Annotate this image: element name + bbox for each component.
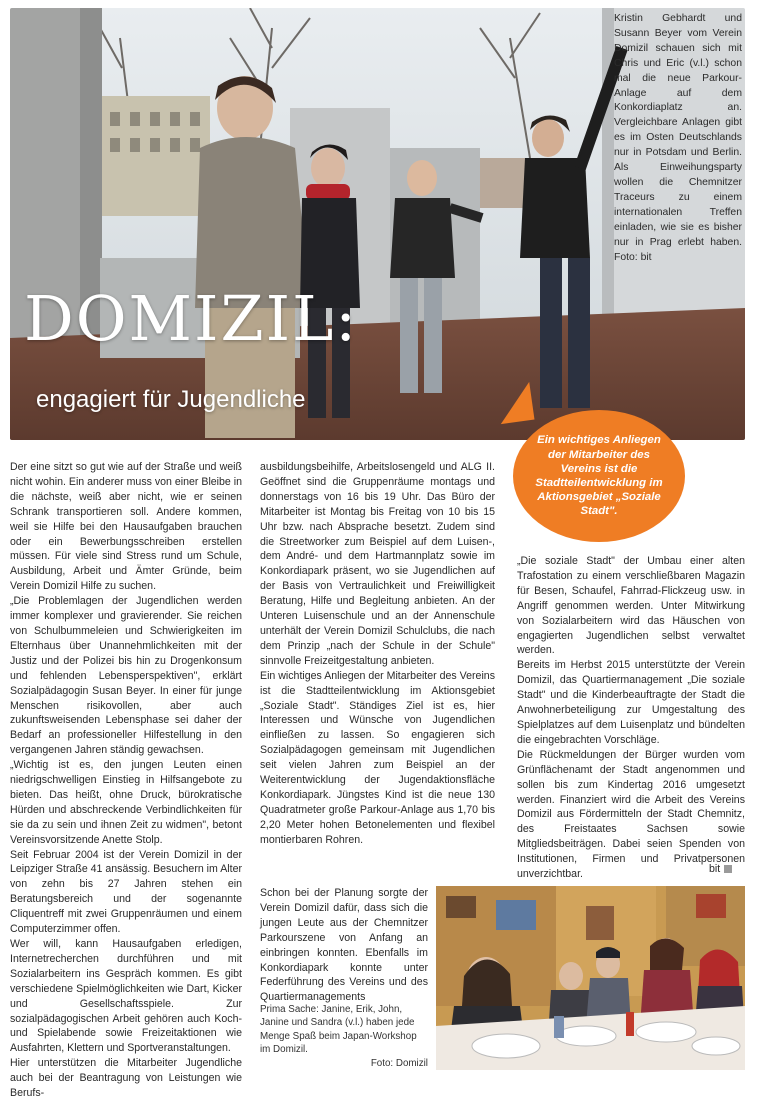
paragraph: „Die soziale Stadt" der Umbau einer alten Trafostation zu einem verschließbaren Magazin für Besen, Schaufel, Fahrrad-Flickzeug usw. in Angriff genommen werden. Unter Mitwirkung von Sozialarbeitern wird das Häuschen von engagierten Jugendlichen selbst verwaltet werden. [517, 555, 745, 657]
pull-quote-tail [496, 382, 535, 424]
subheadline: engagiert für Jugendliche [36, 386, 306, 413]
workshop-photo-illustration [436, 886, 745, 1070]
article-column-2-continued [260, 886, 428, 1005]
end-square-icon [724, 865, 732, 873]
photo-caption-top: Kristin Gebhardt und Susann Beyer vom Verein Domizil schauen sich mit Chris und Eric (v.l.) schon mal die neue Parkour-Anlage auf dem Konkordiaplatz an. Vergleichbare Anlagen gibt es im Osten Deutschlands nur in Potsdam und Berlin. Als Einweihungsparty wollen die Chemnitzer Traceurs zu einem internationalen Treffen einladen, wie sie es bisher nur in Prag erlebt haben. Foto: bit [614, 13, 742, 263]
paragraph: „Die Problemlagen der Jugendlichen werden immer komplexer und gravierender. Sie reichen von Schulbummeleien und Schwierigkeiten im Elternhaus über Unannehmlichkeiten mit der Justiz und der Polizei bis hin zu Drogenkonsum und fehlenden Lebensperspektiven", erklärt Sozialpädagogin Susan Beyer. In einer für junge Menschen risikovollen, aber auch zukunftsweisenden Lebensphase sei daher der Bedarf an professioneller Hilfestellung in den vergangenen Jahren ständig gewachsen. [10, 595, 242, 757]
paragraph: Der eine sitzt so gut wie auf der Straße und weiß nicht wohin. Ein anderer muss von einer Bleibe in die nächste, weiß aber nicht, wie er seinen Schrank transportieren soll. Andere kommen, weil sie Hilfe bei den Hausaufgaben brauchen oder ein Bewerbungsschreiben erstellen müssen. Für viele sind Stress rund um Schule, Ausbildung, Arbeit und Ämter Gründe, beim Verein Domizil Hilfe zu suchen. [10, 461, 243, 593]
paragraph: ausbildungsbeihilfe, Arbeitslosengeld und ALG II. Geöffnet sind die Gruppenräume montags und donnerstags von 16 bis 19 Uhr. Das Büro der Mitarbeiter ist Montag bis Freitag von 10 bis 15 Uhr bzw. nach Absprache besetzt. Zudem sind die Streetworker zum Beispiel auf dem Luisen-, dem André- und dem Hartmannplatz sowie im Konkordiapark präsent, wo sie Jugendlichen auf der Basis von Vertraulichkeit und Freiwilligkeit Beratung, Hilfe und Begleitung anbieten. An der Unteren Luisenschule und an der Annenschule unterhält der Verein Domizil Schulclubs, die nach dem Prinzip „nach der Schule in der Schule" sinnvolle Freizeitgestaltung anbieten. [260, 461, 495, 667]
paragraph: Seit Februar 2004 ist der Verein Domizil in der Leipziger Straße 41 ansässig. Besuchern im Alter von zehn bis 27 Jahren stehen ein Beratungsbereich und der sogenannte Cliquentreff mit zwei Gruppenräumen und einem Computerzimmer offen. [10, 848, 243, 936]
article-column-2 [260, 460, 495, 848]
article-end-mark [709, 863, 732, 875]
paragraph: Schon bei der Planung sorgte der Verein Domizil dafür, dass sich die jungen Leute aus der Chemnitzer Parkourszene von Anfang an einbringen konnten. Ebenfalls im Konkordiapark konnte unter Federführung des Vereins und des Quartiermanagements [260, 887, 428, 1004]
photo-caption-bottom [260, 1003, 428, 1070]
caption-text: Prima Sache: Janine, Erik, John, Janine und Sandra (v.l.) haben jede Menge Spaß beim Japan-Workshop im Domizil. [260, 1004, 417, 1056]
article-column-3 [517, 554, 745, 882]
paragraph: Wer will, kann Hausaufgaben erledigen, Internetrecherchen durchführen und mit Sozialarbeitern ins Gespräch kommen. Es gibt verschiedene Spielmöglichkeiten wie Dart, Kicker und Gesellschaftsspiele. Zur sozialpädagogischen Arbeit gehören auch Koch- und Spielabende sowie Freizeitaktionen wie Ausfahrten, Klettern und Sportveranstaltungen. [10, 938, 242, 1055]
author-initials: bit [709, 863, 721, 875]
paragraph: Ein wichtiges Anliegen der Mitarbeiter des Vereins ist die Stadtteilentwicklung im Aktionsgebiet „Soziale Stadt". Ständiges Ziel ist es, hier Interessen und Wünsche von Jugendlichen einfließen zu lassen. So engagieren sich Sozialpädagogen gemeinsam mit Jugendlichen seit vielen Jahren zum Beispiel an der Weiterentwicklung der Jugendaktionsfläche Konkordiapark. Jüngstes Kind ist die neue 130 Quadratmeter große Parkour-Anlage aus 1,70 bis 2,20 Meter hohen Betonelementen und flexibel montierbaren Rohren. [260, 669, 495, 846]
headline: DOMIZIL: [24, 282, 359, 355]
workshop-photo [436, 886, 745, 1070]
paragraph: Die Rückmeldungen der Bürger wurden vom Grünflächenamt der Stadt angenommen und sollen bis zum Kindertag 2016 umgesetzt werden. Finanziert wird die Arbeit des Vereins Domizil aus Fördermitteln der Stadt Chemnitz, des Freistaates Sachsen sowie Mitgliedsbeiträgen. Dabei seien Spenden von Institutionen, Firmen und Privatpersonen unverzichtbar. [517, 748, 745, 881]
paragraph: „Wichtig ist es, den jungen Leuten einen niedrigschwelligen Einstieg in Hilfsangebote zu bieten. Das heißt, ohne Druck, bürokratische Hürden und abschreckende Verbindlichkeiten für sie da zu sein und ihnen Zeit zu widmen", betont Vereinsvorsitzende Anette Stolp. [10, 759, 242, 846]
photo-credit: Foto: Domizil [370, 1057, 428, 1069]
paragraph: Bereits im Herbst 2015 unterstützte der Verein Domizil, das Quartiermanagement „Die soziale Stadt" und die Kinderbeauftragte der Stadt die Anwohnerbeteiligung zur Umgestaltung des Spielplatzes auf dem Luisenplatz und bündelten die eingebrachten Vorschläge. [517, 659, 745, 746]
pull-quote-bubble [513, 410, 685, 542]
article-column-1 [10, 460, 242, 1101]
pull-quote-text: Ein wichtiges Anliegen der Mitarbeiter des Vereins ist die Stadtteilentwicklung im Aktionsgebiet „Soziale Stadt". [535, 434, 663, 518]
paragraph: Hier unterstützen die Mitarbeiter Jugendliche auch bei der Beantragung von Leistungen wie Berufs- [10, 1057, 242, 1100]
